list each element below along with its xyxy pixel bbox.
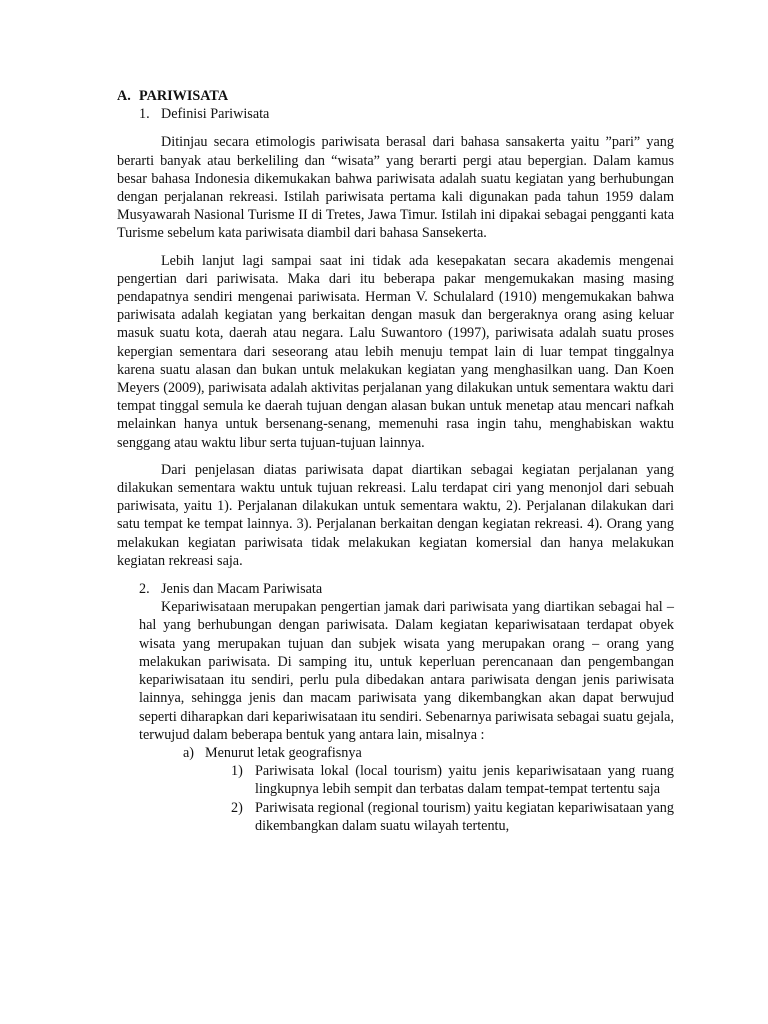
paragraph-kepariwisataan: Kepariwisataan merupakan pengertian jamak dari pariwisata yang diartikan sebagai hal – hal yang berhubungan dengan pariwisata. Dalam kegiatan kepariwisataan terdapat obyek wisata yang merupakan tujuan dan subjek wisata yang merupakan orang – orang yang melakukan pariwisata. Di samping itu, untuk keperluan perencanaan dan pengembangan kepariwisataan itu sendiri, perlu pula dibedakan antara pariwisata dengan jenis pariwisata lainnya, sehingga jenis dan macam pariwisata yang dikembangkan akan dapat berwujud seperti diharapkan dari kepariwisataan itu sendiri. Sebenarnya pariwisata sebagai suatu gejala, terwujud dalam beberapa bentuk yang antara lain, misalnya : (139, 599, 674, 743)
subsection-number: 1. (139, 106, 150, 123)
list-label: 1) (231, 763, 243, 780)
section-letter: A. (117, 88, 131, 104)
document-content (117, 87, 674, 835)
paragraph-kepariwisataan-wrap (117, 598, 674, 744)
paragraph-etimologi: Ditinjau secara etimologis pariwisata berasal dari bahasa sansakerta yaitu ”pari” yang berarti banyak atau berkeliling dan “wisata” yang berarti pergi atau bepergian. Dalam kamus besar bahasa Indonesia dikemukakan bahwa pariwisata adalah suatu kegiatan yang berhubungan dengan perjalanan rekreasi. Istilah pariwisata pertama kali digunakan pada tahun 1959 dalam Musyawarah Nasional Turisme II di Tretes, Jawa Timur. Istilah ini dipakai sebagai pengganti kata Turisme sebelum kata pariwisata diambil dari bahasa Sansekerta. (117, 134, 674, 242)
subsection-title: Jenis dan Macam Pariwisata (161, 581, 323, 598)
paragraph-pengertian-pakar: Lebih lanjut lagi sampai saat ini tidak ada kesepakatan secara akademis mengenai pengertian dari pariwisata. Maka dari itu beberapa pakar mengemukakan masing masing pendapatnya sendiri mengenai pariwisata. Herman V. Schulalard (1910) mengemukakan bahwa pariwisata adalah kegiatan yang berkaitan dengan masuk dan bergeraknya orang asing keluar masuk suatu kota, daerah atau negara. Lalu Suwantoro (1997), pariwisata adalah suatu proses kepergian sementara dari seseorang atau lebih menuju tempat lain di luar tempat tinggalnya karena suatu alasan dan bukan untuk melakukan kegiatan yang menghasilkan uang. Dan Koen Meyers (2009), pariwisata adalah aktivitas perjalanan yang dilakukan untuk sementara waktu dari tempat tinggal semula ke daerah tujuan dengan alasan bukan untuk menetap atau mencari nafkah melainkan hanya untuk bersenang-senang, memenuhi rasa ingin tahu, menghabiskan waktu senggang atau waktu libur serta tujuan-tujuan lainnya. (117, 252, 674, 451)
section-heading (117, 87, 674, 105)
subsection-heading-definisi (117, 105, 674, 123)
list-item-a (117, 744, 674, 762)
list-item-1 (117, 762, 674, 798)
list-item-2 (117, 799, 674, 835)
list-text: Menurut letak geografisnya (205, 744, 362, 761)
subsection-heading-jenis (117, 580, 674, 598)
list-label: 2) (231, 799, 243, 816)
list-text: Pariwisata lokal (local tourism) yaitu jenis kepariwisataan yang ruang lingkupnya lebih sempit dan terbatas dalam tempat-tempat tertentu saja (255, 763, 674, 798)
list-label: a) (183, 744, 195, 761)
paragraph-kesimpulan: Dari penjelasan diatas pariwisata dapat diartikan sebagai kegiatan perjalanan yang dilakukan sementara waktu untuk tujuan rekreasi. Lalu terdapat ciri yang menonjol dari sebuah pariwisata, yaitu 1). Perjalanan dilakukan untuk sementara waktu, 2). Perjalanan dilakukan dari satu tempat ke tempat lainnya. 3). Perjalanan berkaitan dengan kegiatan rekreasi. 4). Orang yang melakukan kegiatan pariwisata tidak melakukan kegiatan komersial dan hanya melakukan kegiatan rekreasi saja. (117, 461, 674, 569)
list-text: Pariwisata regional (regional tourism) yaitu kegiatan kepariwisataan yang dikembangkan dalam suatu wilayah tertentu, (255, 799, 674, 834)
subsection-title: Definisi Pariwisata (161, 106, 270, 123)
section-title: PARIWISATA (139, 88, 229, 104)
subsection-number: 2. (139, 581, 150, 598)
